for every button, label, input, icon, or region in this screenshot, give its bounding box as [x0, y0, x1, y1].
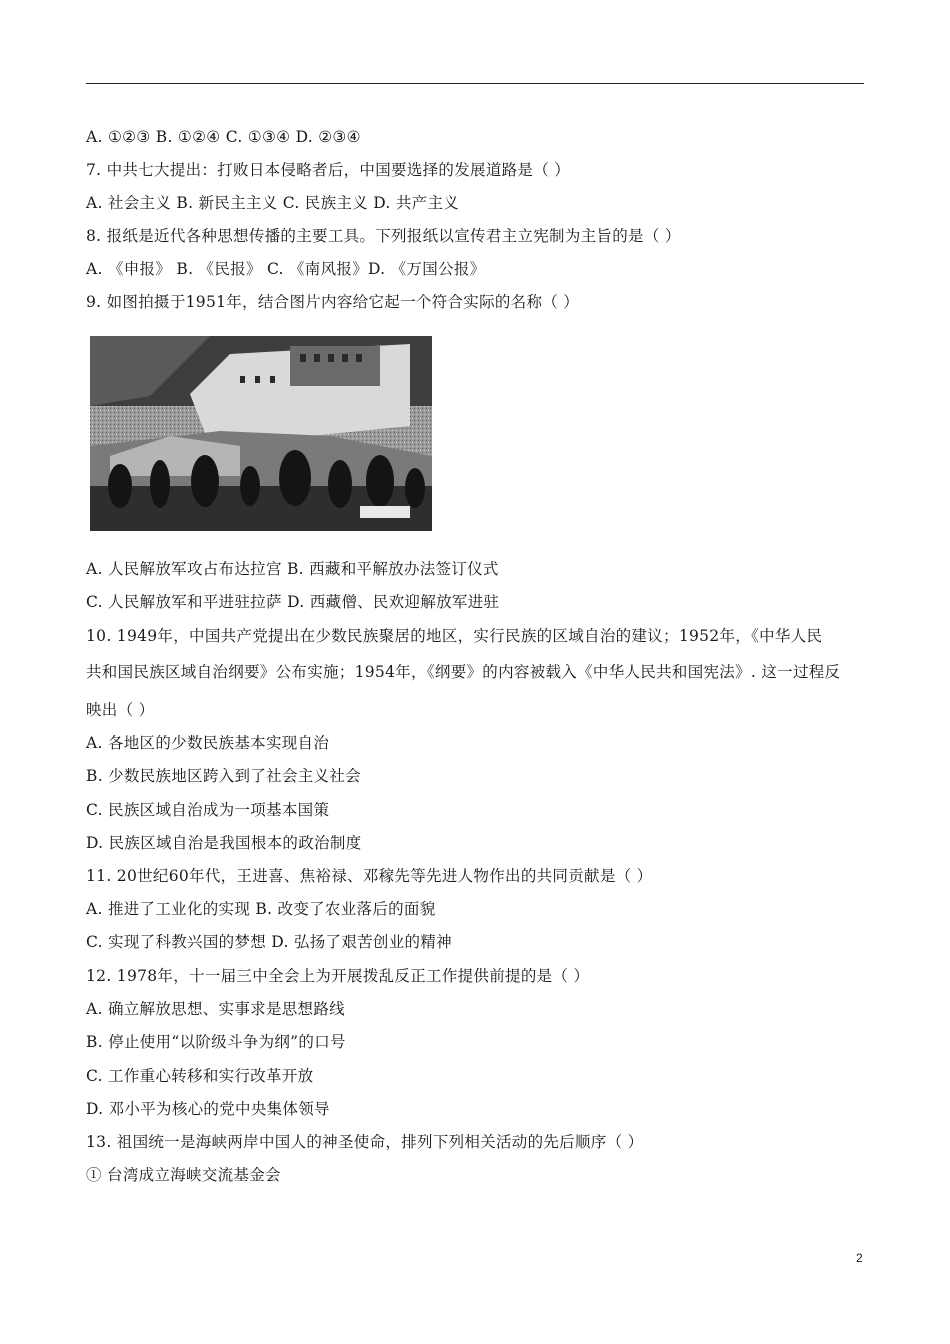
q10-option-c: C. 民族区域自治成为一项基本国策 [86, 801, 330, 819]
q9-stem: 9. 如图拍摄于1951年，结合图片内容给它起一个符合实际的名称（ ） [86, 293, 580, 311]
q12-option-c: C. 工作重心转移和实行改革开放 [86, 1067, 314, 1085]
q12-option-a: A. 确立解放思想、实事求是思想路线 [86, 1000, 345, 1018]
q10-stem-line3: 映出（ ） [86, 701, 155, 719]
q10-option-a: A. 各地区的少数民族基本实现自治 [86, 734, 330, 752]
q10-stem-line1: 10. 1949年，中国共产党提出在少数民族聚居的地区，实行民族的区域自治的建议；1952年，《中华人民 [86, 627, 823, 645]
q9-options-cd: C. 人民解放军和平进驻拉萨 D. 西藏僧、民欢迎解放军进驻 [86, 593, 500, 611]
q10-option-b: B. 少数民族地区跨入到了社会主义社会 [86, 767, 361, 785]
q12-option-d: D. 邓小平为核心的党中央集体领导 [86, 1100, 330, 1118]
q11-stem: 11. 20世纪60年代，王进喜、焦裕禄、邓稼先等先进人物作出的共同贡献是（ ） [86, 867, 653, 885]
q10-stem-line2: 共和国民族区域自治纲要》公布实施；1954年，《纲要》的内容被载入《中华人民共和国宪法》. 这一过程反 [86, 663, 841, 681]
q12-stem: 12. 1978年，十一届三中全会上为开展拨乱反正工作提供前提的是（ ） [86, 967, 590, 985]
q8-options: A. 《申报》 B. 《民报》 C. 《南风报》D. 《万国公报》 [86, 260, 486, 278]
q13-item-1: ① 台湾成立海峡交流基金会 [86, 1166, 281, 1184]
q7-stem: 7. 中共七大提出：打败日本侵略者后，中国要选择的发展道路是（ ） [86, 161, 571, 179]
q13-stem: 13. 祖国统一是海峡两岸中国人的神圣使命，排列下列相关活动的先后顺序（ ） [86, 1133, 644, 1151]
header-rule [86, 83, 864, 84]
q7-options: A. 社会主义 B. 新民主主义 C. 民族主义 D. 共产主义 [86, 194, 460, 212]
q9-photo [90, 336, 432, 531]
q9-options-ab: A. 人民解放军攻占布达拉宫 B. 西藏和平解放办法签订仪式 [86, 560, 499, 578]
q12-option-b: B. 停止使用“以阶级斗争为纲”的口号 [86, 1033, 346, 1051]
q11-options-cd: C. 实现了科教兴国的梦想 D. 弘扬了艰苦创业的精神 [86, 933, 452, 951]
q10-option-d: D. 民族区域自治是我国根本的政治制度 [86, 834, 362, 852]
q8-stem: 8. 报纸是近代各种思想传播的主要工具。下列报纸以宣传君主立宪制为主旨的是（ ） [86, 227, 681, 245]
q6-options: A. ①②③ B. ①②④ C. ①③④ D. ②③④ [86, 128, 361, 146]
q11-options-ab: A. 推进了工业化的实现 B. 改变了农业落后的面貌 [86, 900, 436, 918]
page-number: 2 [856, 1251, 863, 1265]
